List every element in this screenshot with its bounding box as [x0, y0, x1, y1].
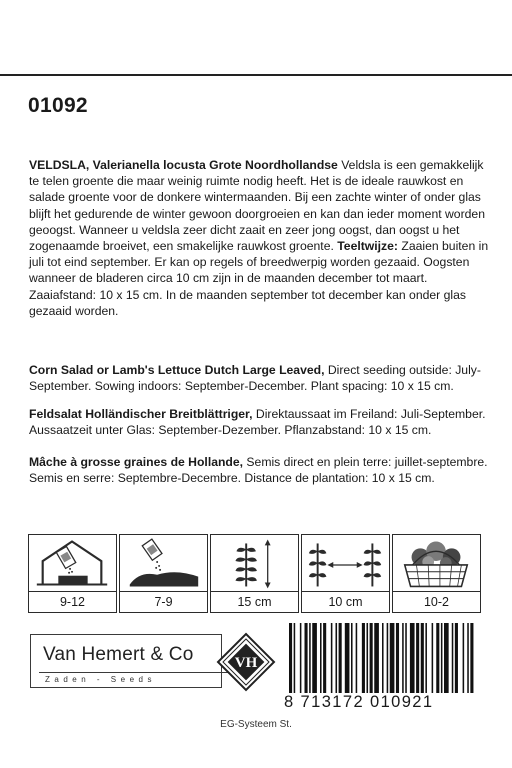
- brand-emblem-icon: [216, 632, 276, 692]
- barcode-bar: [390, 623, 395, 693]
- german-title: Feldsalat Holländischer Breitblättriger,: [29, 407, 253, 421]
- barcode-bar: [382, 623, 384, 693]
- french-title: Mâche à grosse graines de Hollande,: [29, 455, 244, 469]
- brand-name: Van Hemert & Co: [43, 644, 194, 665]
- greenhouse-sowing-cell: [28, 534, 117, 613]
- barcode-bar: [309, 623, 311, 693]
- certification-text: EG-Systeem St.: [220, 719, 292, 730]
- barcode-bar: [405, 623, 407, 693]
- barcode-bar: [463, 623, 465, 693]
- dutch-label-cultivation: Teeltwijze:: [337, 239, 398, 254]
- harvest-label: 10-2: [393, 591, 480, 614]
- description-german: [29, 406, 495, 438]
- barcode-bar: [441, 623, 443, 693]
- description-dutch: [29, 157, 495, 319]
- barcode-bar: [432, 623, 434, 693]
- barcode-bar: [305, 623, 308, 693]
- row-spacing-icon: [211, 535, 298, 591]
- outdoor-sowing-icon: [120, 535, 207, 591]
- plant-spacing-cell: [301, 534, 390, 613]
- barcode-bar: [470, 623, 473, 693]
- barcode-bar: [467, 623, 469, 693]
- product-code: 01092: [28, 94, 88, 117]
- outdoor-sowing-cell: [119, 534, 208, 613]
- plant-spacing-label: 10 cm: [302, 591, 389, 614]
- barcode-bar: [410, 623, 415, 693]
- barcode-bar: [370, 623, 373, 693]
- barcode-bar: [436, 623, 439, 693]
- german-body: Direktaussaat im Freiland: Juli-September. Aussaatzeit unter Glas: September-Dezember. Pflanzabstand: 10 x 15 cm.: [29, 407, 486, 438]
- barcode: [287, 623, 477, 693]
- barcode-bar: [294, 623, 296, 693]
- barcode-bar: [387, 623, 389, 693]
- barcode-number: 8 713172 010921: [284, 693, 434, 711]
- english-title: Corn Salad or Lamb's Lettuce Dutch Large Leaved,: [29, 363, 325, 377]
- barcode-bar: [455, 623, 458, 693]
- sowing-icon-strip: [28, 534, 483, 613]
- greenhouse-sowing-label: 9-12: [29, 591, 116, 614]
- row-spacing-label: 15 cm: [211, 591, 298, 614]
- barcode-bar: [312, 623, 317, 693]
- barcode-bar: [416, 623, 419, 693]
- harvest-basket-icon: [393, 535, 480, 591]
- barcode-bar: [331, 623, 333, 693]
- row-spacing-cell: [210, 534, 299, 613]
- barcode-bar: [320, 623, 322, 693]
- brand-tagline: Zaden - Seeds: [45, 675, 156, 684]
- barcode-bar: [396, 623, 399, 693]
- barcode-bar: [345, 623, 350, 693]
- barcode-bar: [351, 623, 353, 693]
- barcode-bar: [356, 623, 358, 693]
- barcode-bar: [367, 623, 369, 693]
- description-french: [29, 454, 495, 486]
- barcode-bar: [300, 623, 302, 693]
- harvest-cell: [392, 534, 481, 613]
- french-body: Semis direct en plein terre: juillet-septembre. Semis en serre: Septembre-Decembre. Distance de plantation: 10 x 15 cm.: [29, 455, 488, 486]
- dutch-body: Veldsla is een gemakkelijk te telen groente die maar weinig ruimte nodig heeft. Het is de ideale rauwkost en salade groente voor de donkere wintermaanden. Bij een zachte winter of onder glas blijft het gedurende de winter gewoon doorgroeien en kan dan ieder moment worden geoogst. Wanneer u veldsla zeer dicht zaait en zeer jong oogst, dan oogst u het zogenaamde broeivet, een smakelijke rauwkost groente.: [29, 158, 485, 254]
- outdoor-sowing-label: 7-9: [120, 591, 207, 614]
- dutch-title: VELDSLA, Valerianella locusta Grote Noordhollandse: [29, 158, 338, 172]
- description-english: [29, 362, 495, 394]
- barcode-bar: [362, 623, 365, 693]
- dutch-body-cultivation: Zaaien buiten in juli tot eind september. Er kan op regels of breedwerpig worden gezaaid. Oogsten wanneer de bladeren circa 10 cm zijn in de maanden december tot maart. Zaaiafstand: 10 x 15 cm. In de maanden september tot december kan onder glas gezaaid worden.: [29, 239, 489, 318]
- barcode-bar: [289, 623, 292, 693]
- plant-spacing-icon: [302, 535, 389, 591]
- barcode-bar: [336, 623, 338, 693]
- barcode-bar: [323, 623, 326, 693]
- brand-logo: [30, 634, 222, 688]
- top-divider: [0, 74, 512, 76]
- barcode-bar: [444, 623, 449, 693]
- barcode-bar: [421, 623, 424, 693]
- barcode-bar: [339, 623, 342, 693]
- greenhouse-sowing-icon: [29, 535, 116, 591]
- english-body: Direct seeding outside: July-September. Sowing indoors: September-December. Plant spacing: 10 x 15 cm.: [29, 363, 481, 394]
- barcode-bar: [374, 623, 379, 693]
- barcode-bar: [452, 623, 454, 693]
- barcode-bar: [425, 623, 427, 693]
- emblem-letters: VH: [234, 655, 258, 671]
- barcode-bar: [402, 623, 404, 693]
